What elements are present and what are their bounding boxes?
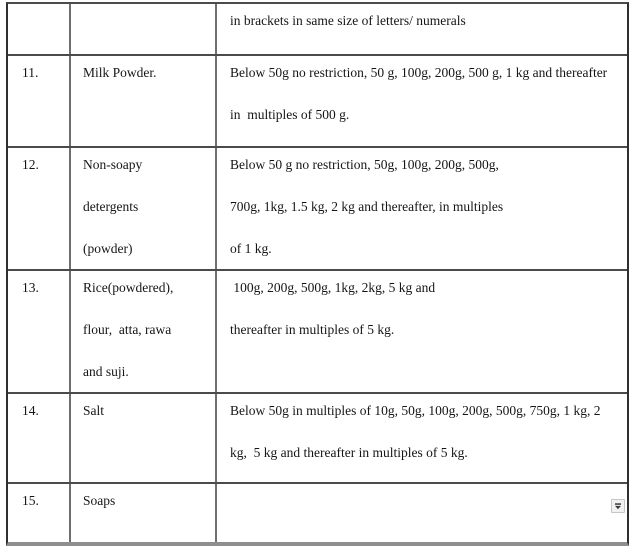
- item-name: Non-soapy: [83, 157, 143, 172]
- serial-cell: [8, 4, 71, 54]
- serial-number: 14.: [22, 403, 39, 418]
- table-row: [8, 484, 627, 542]
- text-line: thereafter in multiples of 5 kg.: [230, 322, 395, 337]
- serial-number: 12.: [22, 157, 39, 172]
- rule-cell: [217, 394, 627, 482]
- rule-cell: [217, 4, 627, 54]
- rule-cell: [217, 56, 627, 146]
- item-name: Milk Powder.: [83, 65, 157, 80]
- table-row: [8, 56, 627, 148]
- rule-cell: [217, 271, 627, 392]
- item-name: Rice(powdered),: [83, 280, 174, 295]
- text-line: Below 50g in multiples of 10g, 50g, 100g, 200g, 500g, 750g, 1 kg, 2: [230, 403, 601, 418]
- text-line: Below 50 g no restriction, 50g, 100g, 200g, 500g,: [230, 157, 499, 172]
- serial-cell: [8, 56, 71, 146]
- item-cell: [71, 394, 217, 482]
- item-name: detergents: [83, 199, 139, 214]
- serial-cell: [8, 484, 71, 542]
- serial-cell: [8, 271, 71, 392]
- item-cell: [71, 56, 217, 146]
- item-cell: [71, 4, 217, 54]
- item-cell: [71, 148, 217, 269]
- text-line: 100g, 200g, 500g, 1kg, 2kg, 5 kg and: [230, 280, 436, 295]
- table-row: [8, 148, 627, 271]
- packaging-rules-table: [6, 2, 629, 546]
- item-name: Soaps: [83, 493, 116, 508]
- serial-cell: [8, 394, 71, 482]
- text-line: kg, 5 kg and thereafter in multiples of 5 kg.: [230, 445, 468, 460]
- text-line: 700g, 1kg, 1.5 kg, 2 kg and thereafter, in multiples: [230, 199, 504, 214]
- serial-cell: [8, 148, 71, 269]
- item-name: and suji.: [83, 364, 129, 379]
- item-name: flour, atta, rawa: [83, 322, 172, 337]
- scroll-down-button[interactable]: [611, 499, 625, 513]
- table-row: [8, 394, 627, 484]
- item-name: (powder): [83, 241, 133, 256]
- text-line: in multiples of 500 g.: [230, 107, 350, 122]
- item-name: Salt: [83, 403, 105, 418]
- serial-number: 13.: [22, 280, 39, 295]
- item-cell: [71, 484, 217, 542]
- text-line: of 1 kg.: [230, 241, 272, 256]
- serial-number: 11.: [22, 65, 39, 80]
- down-arrow-icon: [613, 501, 623, 511]
- serial-number: 15.: [22, 493, 39, 508]
- text-line: in brackets in same size of letters/ numerals: [230, 13, 466, 28]
- text-line: Below 50g no restriction, 50 g, 100g, 200g, 500 g, 1 kg and thereafter: [230, 65, 608, 80]
- table-row: [8, 271, 627, 394]
- item-cell: [71, 271, 217, 392]
- rule-cell: [217, 484, 627, 542]
- rule-cell: [217, 148, 627, 269]
- table-row: [8, 4, 627, 56]
